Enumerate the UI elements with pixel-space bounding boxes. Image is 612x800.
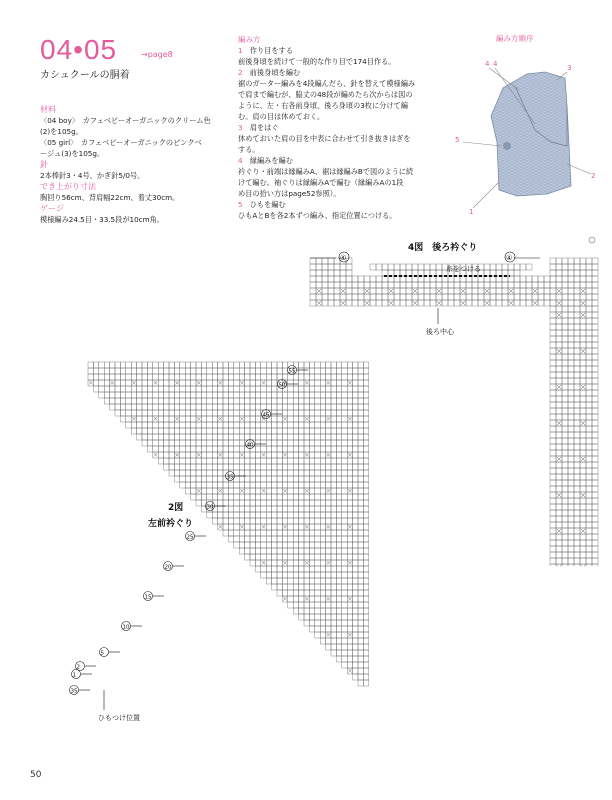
- materials-line: 〈05 girl〉 カフェベビーオーガニックのピンクベ: [40, 138, 202, 147]
- callout-1: 1: [469, 208, 474, 216]
- svg-text:25: 25: [186, 534, 194, 541]
- svg-text:1: 1: [72, 672, 76, 679]
- instruction-step-line: む。肩の目は休めておく。: [238, 112, 325, 121]
- step-title: 縁編みを編む: [249, 156, 293, 165]
- garment-tie: [503, 142, 511, 150]
- materials-heading: 材料: [40, 105, 56, 114]
- needles-heading: 針: [40, 160, 48, 169]
- order-heading: 編み方順序: [496, 34, 534, 43]
- row-marker: [122, 622, 143, 631]
- fig4-thread-note: 糸をつける: [446, 265, 481, 273]
- needles-line: 2本棒針3・4号、かぎ針5/0号。: [40, 171, 145, 180]
- row-marker: [76, 662, 97, 671]
- gauge-heading: ゲージ: [40, 204, 64, 213]
- svg-text:20: 20: [164, 564, 172, 571]
- svg-text:10: 10: [122, 624, 130, 631]
- step-title: ひもを編む: [249, 200, 286, 209]
- instruction-step-title: [238, 155, 463, 166]
- step-number: 1: [238, 46, 243, 55]
- step-number: 3: [238, 123, 243, 132]
- instruction-step-line: で肩まで編むが、脇丈の48段が編めたら次からは図の: [238, 90, 413, 99]
- callout-4b: 4: [493, 60, 498, 68]
- materials-line: 〈04 boy〉 カフェベビーオーガニックのクリーム色: [40, 116, 211, 125]
- row-marker: [100, 648, 121, 657]
- page-reference: →page8: [141, 50, 173, 59]
- row-marker: [72, 670, 93, 679]
- row-marker: [144, 592, 165, 601]
- row-marker: [288, 366, 309, 375]
- finished-size-heading: でき上がり寸法: [40, 182, 96, 191]
- materials-line: (2)を105g。: [40, 127, 83, 136]
- instruction-step-line: けて編む。袖ぐりは縁編みAで編む（縁編みAの1段: [238, 178, 404, 187]
- garment-illustration: [455, 46, 605, 216]
- row-marker: [186, 532, 207, 541]
- step-title: 前後身頃を編む: [249, 68, 301, 77]
- fig4-title: 4図 後ろ衿ぐり: [408, 243, 478, 253]
- step-number: 2: [238, 68, 243, 77]
- svg-text:5: 5: [100, 650, 104, 657]
- instruction-step-line: 衿ぐり・前端は縁編みA、裾は縁編みBで図のように続: [238, 167, 414, 176]
- svg-text:35: 35: [226, 474, 234, 481]
- svg-text:④: ④: [506, 254, 513, 262]
- svg-text:55: 55: [288, 368, 296, 375]
- svg-text:30: 30: [206, 504, 214, 511]
- fig4-marker-right: [505, 252, 540, 262]
- materials-line: ージュ(3)を105g。: [40, 149, 105, 158]
- instruction-step-line: 前後身頃を続けて一般的な作り目で174目作る。: [238, 57, 396, 66]
- instruction-step-line: 休めておいた肩の目を中表に合わせて引き抜きはぎを: [238, 134, 411, 143]
- callout-4a: 4: [485, 60, 490, 68]
- instruction-step-line: ひもAとBを各2本ずつ編み、指定位置につける。: [238, 211, 397, 220]
- garment-body: [491, 72, 571, 196]
- svg-text:15: 15: [144, 594, 152, 601]
- svg-text:2: 2: [76, 664, 80, 671]
- row-marker: [164, 562, 185, 571]
- fig4-corner-marker: [589, 237, 595, 243]
- fig2-grid: [88, 362, 369, 686]
- instruction-step-line: する。: [238, 145, 260, 154]
- fig4-center-label: 後ろ中心: [426, 328, 454, 336]
- callout-2: 2: [591, 172, 596, 180]
- instruction-step-title: [238, 199, 463, 210]
- instruction-step-line: ように、左・右各前身頃、後ろ身頃の3枚に分けて編: [238, 101, 408, 110]
- materials-section: [40, 104, 240, 225]
- svg-text:45: 45: [262, 412, 270, 419]
- step-number: 4: [238, 156, 243, 165]
- instructions-heading: 編み方: [238, 35, 261, 44]
- fig2-title: 2図: [168, 503, 184, 513]
- fig2-chart: [60, 360, 390, 730]
- svg-text:40: 40: [246, 442, 254, 449]
- step-number: 5: [238, 200, 243, 209]
- row-marker: [70, 686, 91, 695]
- instruction-step-title: [238, 122, 463, 133]
- pattern-number: 04•05: [40, 34, 118, 65]
- row-marker: [246, 440, 267, 449]
- instruction-step-title: [238, 67, 463, 78]
- instructions-section: [238, 34, 463, 221]
- instruction-step-title: [238, 45, 463, 56]
- gauge-line: 模様編み24.5目・33.5段が10cm角。: [40, 215, 164, 224]
- callout-3: 3: [567, 64, 572, 72]
- callout-5: 5: [455, 136, 460, 144]
- step-title: 作り目をする: [249, 46, 293, 55]
- finished-size-line: 胸回り56cm、背肩幅22cm、着丈30cm。: [40, 193, 180, 202]
- pattern-subtitle: カシュクールの胴着: [40, 70, 130, 81]
- fig2-subtitle: 左前衿ぐり: [148, 519, 194, 529]
- svg-text:50: 50: [278, 382, 286, 389]
- fig2-tie-label: ひもつけ位置: [98, 714, 140, 722]
- page-number: 50: [30, 770, 42, 780]
- svg-text:35: 35: [70, 688, 78, 695]
- step-title: 肩をはぐ: [249, 123, 279, 132]
- svg-text:④: ④: [340, 254, 347, 262]
- instruction-step-line: め目の拾い方はpage52参照）。: [238, 189, 341, 198]
- instruction-step-line: 裾のガーター編みを4段編んだら、針を替えて模様編み: [238, 79, 416, 88]
